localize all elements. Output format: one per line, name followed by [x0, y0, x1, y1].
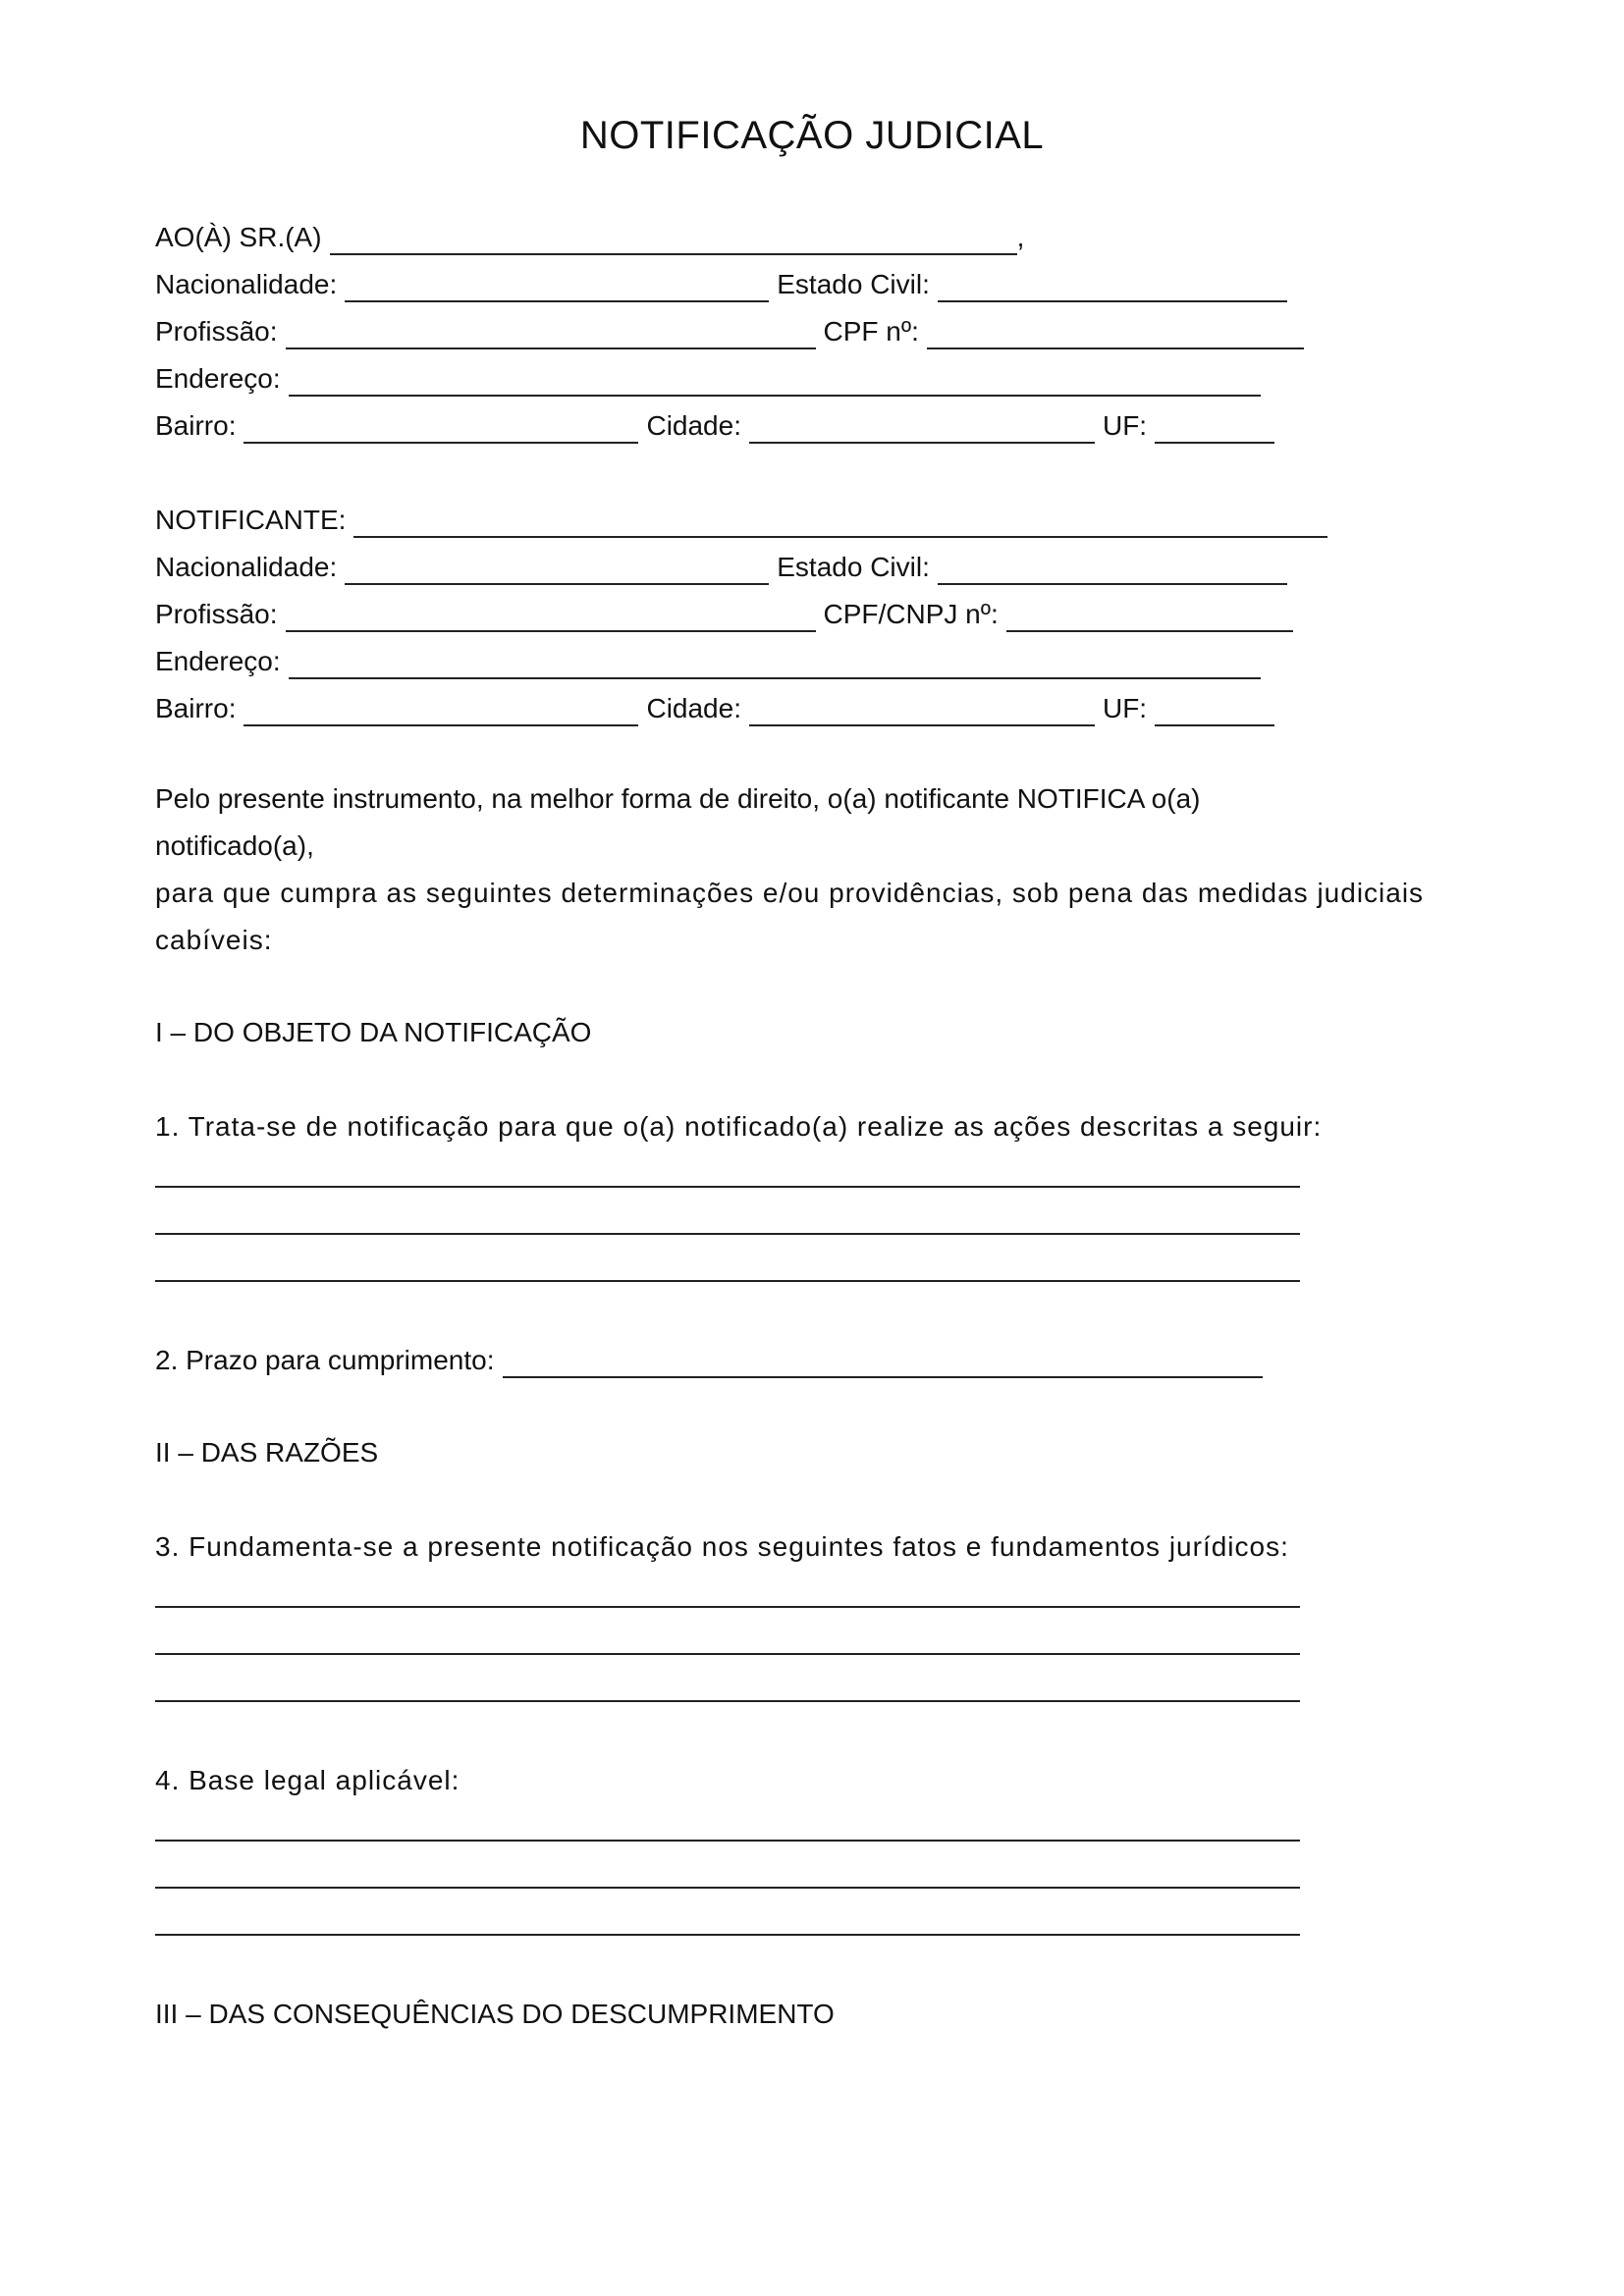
notificado-uf-field[interactable] [1155, 416, 1274, 444]
section-1-heading: I – DO OBJETO DA NOTIFICAÇÃO [155, 1017, 592, 1047]
cpf-label: CPF nº: [823, 316, 919, 347]
notificante-profession-row [155, 597, 1301, 632]
notificante-uf-field[interactable] [1155, 699, 1274, 726]
notificado-endereco-field[interactable] [289, 369, 1261, 397]
uf-label: UF: [1102, 693, 1148, 723]
notificado-address-row [155, 361, 1269, 397]
item-3-answer-line-2[interactable] [155, 1653, 1300, 1655]
item-4-answer-line-1[interactable] [155, 1840, 1300, 1842]
prazo-field[interactable] [503, 1351, 1263, 1378]
cidade-label: Cidade: [646, 693, 741, 723]
document-title: NOTIFICAÇÃO JUDICIAL [579, 114, 1045, 157]
notificante-label: NOTIFICANTE: [155, 505, 347, 535]
item-3-answer-line-3[interactable] [155, 1700, 1300, 1702]
notificante-cidade-field[interactable] [749, 699, 1095, 726]
section-2-heading: II – DAS RAZÕES [155, 1437, 379, 1468]
notificante-bairro-field[interactable] [244, 699, 638, 726]
item-3-text: 3. Fundamenta-se a presente notificação nos seguintes fatos e fundamentos jurídicos: [155, 1531, 1289, 1562]
uf-label: UF: [1102, 410, 1148, 441]
item-1-text: 1. Trata-se de notificação para que o(a) notificado(a) realize as ações descritas a seguir: [155, 1111, 1323, 1142]
profissao-label: Profissão: [155, 599, 278, 629]
notificante-district-row [155, 691, 1282, 726]
notificante-name-row [155, 503, 1335, 538]
notificante-nacionalidade-field[interactable] [345, 558, 769, 585]
nacionalidade-label: Nacionalidade: [155, 269, 338, 299]
notificante-cpf-cnpj-field[interactable] [1006, 605, 1293, 632]
notificado-estado-civil-field[interactable] [938, 275, 1287, 302]
notificado-name-field[interactable] [330, 228, 1017, 255]
notificante-nationality-row [155, 550, 1295, 585]
estado-civil-label: Estado Civil: [777, 269, 930, 299]
intro-line-3: para que cumpra as seguintes determinações e/ou providências, sob pena das medidas judiciais [155, 878, 1425, 908]
estado-civil-label: Estado Civil: [777, 552, 930, 582]
notificado-name-row [155, 220, 1024, 255]
notificado-nacionalidade-field[interactable] [345, 275, 769, 302]
notificante-endereco-field[interactable] [289, 652, 1261, 679]
notificado-profissao-field[interactable] [286, 322, 816, 349]
bairro-label: Bairro: [155, 410, 237, 441]
item-2-text: 2. Prazo para cumprimento: [155, 1345, 495, 1375]
cidade-label: Cidade: [646, 410, 741, 441]
ao-sr-label: AO(À) SR.(A) [155, 222, 322, 252]
notificante-estado-civil-field[interactable] [938, 558, 1287, 585]
section-3-heading: III – DAS CONSEQUÊNCIAS DO DESCUMPRIMENTO [155, 1999, 835, 2029]
endereco-label: Endereço: [155, 646, 281, 676]
nacionalidade-label: Nacionalidade: [155, 552, 338, 582]
item-1-answer-line-1[interactable] [155, 1186, 1300, 1188]
item-4-answer-line-2[interactable] [155, 1887, 1300, 1889]
notificado-district-row [155, 408, 1282, 444]
intro-line-1: Pelo presente instrumento, na melhor forma de direito, o(a) notificante NOTIFICA o(a) [155, 783, 1201, 814]
endereco-label: Endereço: [155, 363, 281, 394]
profissao-label: Profissão: [155, 316, 278, 347]
item-4-text: 4. Base legal aplicável: [155, 1765, 460, 1795]
intro-line-4: cabíveis: [155, 925, 273, 955]
notificado-bairro-field[interactable] [244, 416, 638, 444]
notificado-profession-row [155, 314, 1312, 349]
notificante-address-row [155, 644, 1269, 679]
bairro-label: Bairro: [155, 693, 237, 723]
notificado-cidade-field[interactable] [749, 416, 1095, 444]
item-3-answer-line-1[interactable] [155, 1606, 1300, 1608]
item-4-answer-line-3[interactable] [155, 1934, 1300, 1936]
intro-line-2: notificado(a), [155, 830, 314, 861]
notificante-name-field[interactable] [353, 510, 1327, 538]
cpf-cnpj-label: CPF/CNPJ nº: [823, 599, 999, 629]
item-1-answer-line-2[interactable] [155, 1233, 1300, 1235]
notificado-cpf-field[interactable] [927, 322, 1304, 349]
item-2-row [155, 1343, 1271, 1378]
name-comma: , [1016, 222, 1025, 252]
notificado-nationality-row [155, 267, 1295, 302]
notificante-profissao-field[interactable] [286, 605, 816, 632]
item-1-answer-line-3[interactable] [155, 1280, 1300, 1282]
